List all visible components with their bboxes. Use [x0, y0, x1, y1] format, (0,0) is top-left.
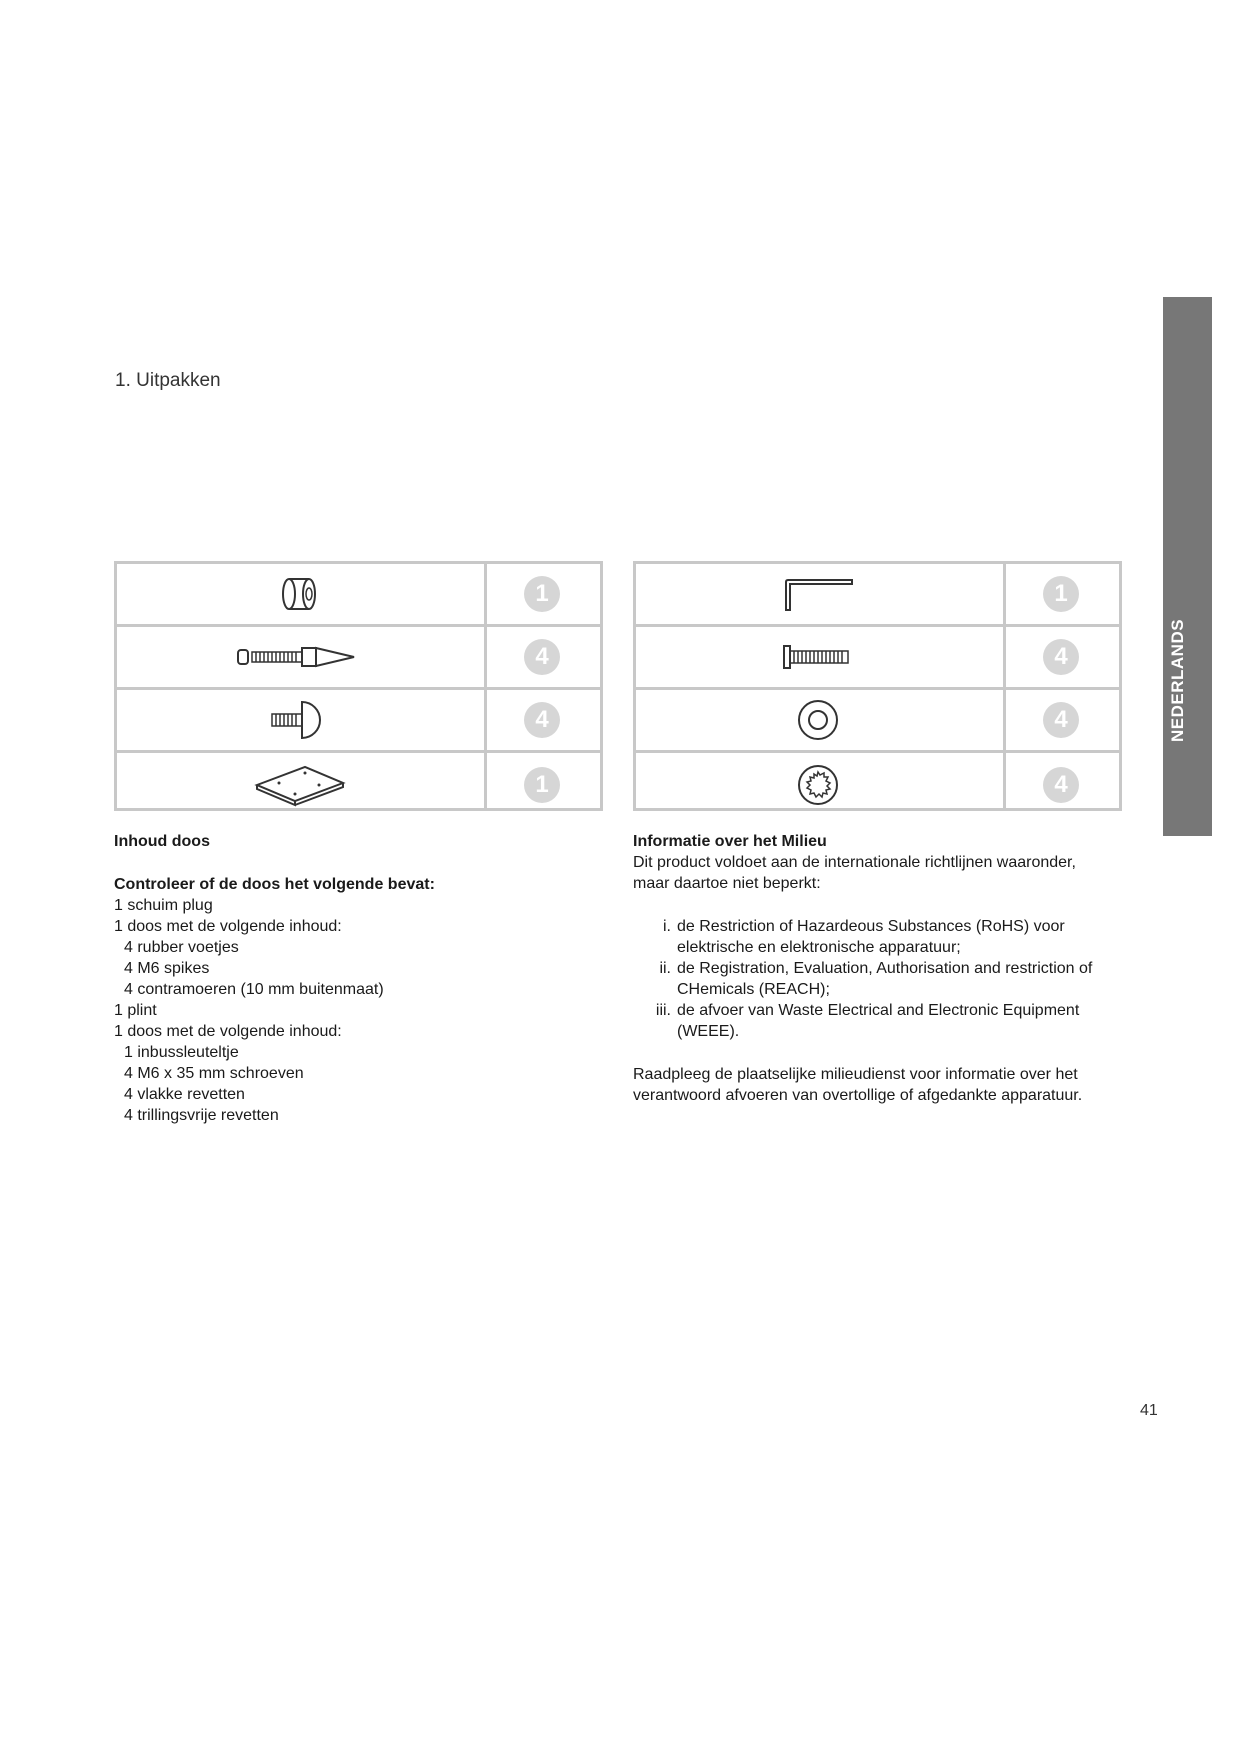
- spike-icon: [234, 642, 364, 672]
- parts-row: [636, 690, 1119, 753]
- list-item: 4 contramoeren (10 mm buitenmaat): [124, 981, 384, 998]
- parts-row: [636, 564, 1119, 627]
- list-item-line: de Restriction of Hazardeous Substances (RoHS) voor: [677, 918, 1065, 935]
- environment-intro: maar daartoe niet beperkt:: [633, 875, 821, 892]
- list-item: 4 rubber voetjes: [124, 939, 239, 956]
- list-item: 1 doos met de volgende inhoud:: [114, 1023, 342, 1040]
- environment-outro: verantwoord afvoeren van overtollige of afgedankte apparatuur.: [633, 1087, 1083, 1104]
- list-number: ii.: [659, 960, 671, 977]
- parts-row: [117, 564, 600, 627]
- list-item: 4 vlakke revetten: [124, 1086, 245, 1103]
- environment-outro: Raadpleeg de plaatselijke milieudienst voor informatie over het: [633, 1066, 1078, 1083]
- environment-intro: Dit product voldoet aan de internationale richtlijnen waaronder,: [633, 854, 1076, 871]
- foam-plug-icon: [269, 574, 329, 614]
- parts-row: [636, 753, 1119, 816]
- list-item: 1 plint: [114, 1002, 157, 1019]
- quantity-badge: 4: [524, 702, 560, 738]
- list-number: i.: [663, 918, 671, 935]
- list-item-line: CHemicals (REACH);: [677, 981, 830, 998]
- directive-list: [633, 916, 1133, 1042]
- list-item: 1 doos met de volgende inhoud:: [114, 918, 342, 935]
- list-item: 1 schuim plug: [114, 897, 213, 914]
- language-side-tab: [1163, 297, 1212, 836]
- list-item-line: de afvoer van Waste Electrical and Electronic Equipment: [677, 1002, 1080, 1019]
- list-item-line: de Registration, Evaluation, Authorisation and restriction of: [677, 960, 1093, 977]
- list-item: [633, 958, 1133, 1000]
- parts-row: [117, 627, 600, 690]
- quantity-badge: 4: [1043, 767, 1079, 803]
- list-item: [633, 916, 1133, 958]
- quantity-badge: 4: [1043, 639, 1079, 675]
- list-item: [633, 1000, 1133, 1042]
- parts-row: [636, 627, 1119, 690]
- list-item: 4 M6 spikes: [124, 960, 210, 977]
- quantity-badge: 1: [1043, 576, 1079, 612]
- parts-row: [117, 753, 600, 816]
- quantity-badge: 1: [524, 576, 560, 612]
- page-number: 41: [1140, 1402, 1158, 1419]
- box-contents-subheading: Controleer of de doos het volgende bevat:: [114, 876, 435, 893]
- box-contents-heading: Inhoud doos: [114, 833, 210, 850]
- quantity-badge: 4: [1043, 702, 1079, 738]
- allen-key-icon: [778, 574, 858, 614]
- box-contents: [114, 831, 594, 1126]
- list-item: 4 trillingsvrije revetten: [124, 1107, 279, 1124]
- screw-icon: [778, 642, 858, 672]
- list-item-line: elektrische en elektronische apparatuur;: [677, 939, 961, 956]
- list-number: iii.: [655, 1002, 671, 1019]
- section-title: 1. Uitpakken: [115, 370, 221, 391]
- quantity-badge: 1: [524, 767, 560, 803]
- parts-table-left: [114, 561, 603, 811]
- environment-heading: Informatie over het Milieu: [633, 833, 827, 850]
- list-item-line: (WEEE).: [677, 1023, 740, 1040]
- lock-washer-icon: [794, 761, 842, 809]
- environment-info: [633, 831, 1133, 1106]
- list-item: 1 inbussleuteltje: [124, 1044, 239, 1061]
- rubber-foot-icon: [264, 698, 334, 742]
- parts-row: [117, 690, 600, 753]
- quantity-badge: 4: [524, 639, 560, 675]
- plinth-icon: [249, 761, 349, 809]
- flat-washer-icon: [794, 696, 842, 744]
- parts-table-right: [633, 561, 1122, 811]
- list-item: 4 M6 x 35 mm schroeven: [124, 1065, 304, 1082]
